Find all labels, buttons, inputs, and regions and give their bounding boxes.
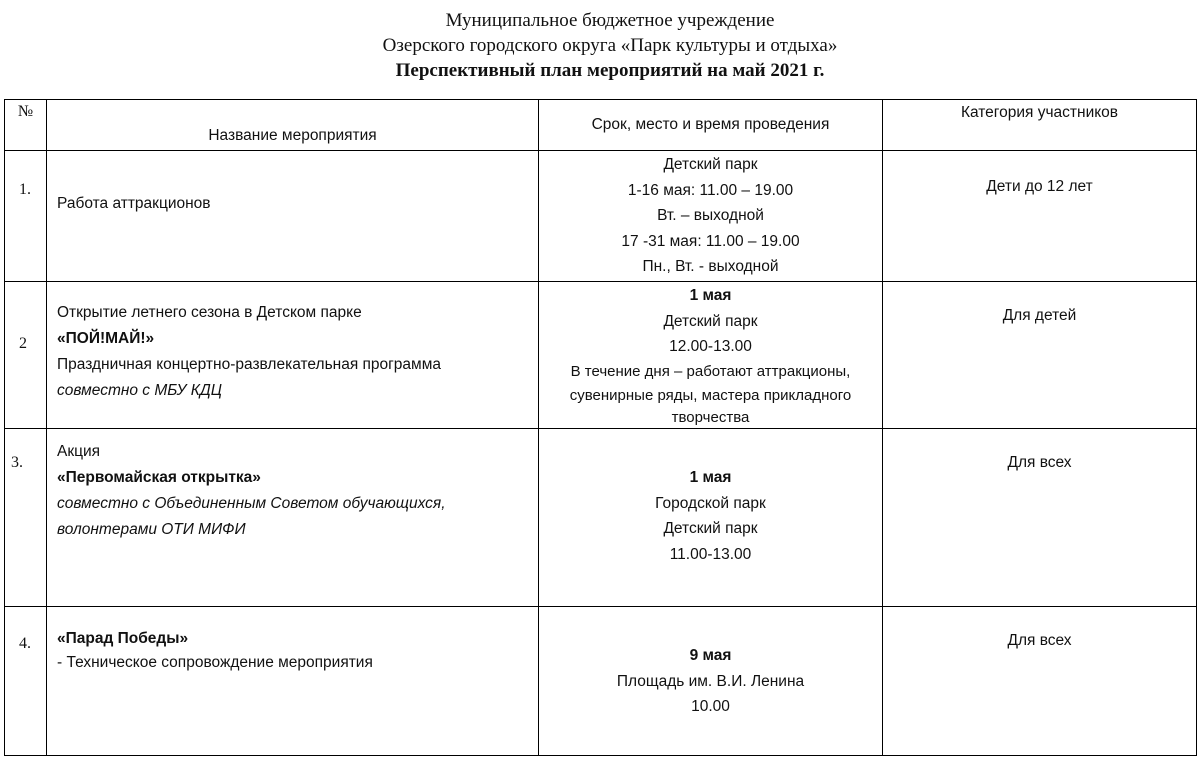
row-number: 4. [5, 607, 47, 756]
table-row [5, 429, 1197, 607]
event-name-cell: Акция «Первомайская открытка» совместно с Объединенным Советом обучающихся, волонтерами ОТИ МИФИ [47, 429, 539, 607]
events-table [4, 99, 1197, 756]
event-category-cell: Для всех [883, 429, 1197, 607]
org-type: Муниципальное бюджетное учреждение [445, 10, 775, 31]
document-header [0, 8, 1200, 83]
table-header-row [5, 100, 1197, 151]
column-header-num: № [5, 100, 47, 151]
column-header-name: Название мероприятия [47, 100, 539, 151]
column-header-time: Срок, место и время проведения [539, 100, 883, 151]
event-category-cell: Для всех [883, 607, 1197, 756]
event-category-cell: Для детей [883, 282, 1197, 429]
event-name-cell: Открытие летнего сезона в Детском парке «ПОЙ!МАЙ!» Праздничная концертно-развлекательная программа совместно с МБУ КДЦ [47, 282, 539, 429]
table-row [5, 282, 1197, 429]
event-time-cell: Детский парк 1-16 мая: 11.00 – 19.00 Вт. – выходной 17 -31 мая: 11.00 – 19.00 Пн., Вт. - выходной [539, 151, 883, 282]
event-time-cell: 9 мая Площадь им. В.И. Ленина 10.00 [539, 607, 883, 756]
column-header-category: Категория участников [883, 100, 1197, 151]
org-name: Озерского городского округа «Парк культуры и отдыха» [382, 35, 838, 56]
event-name-cell: «Парад Победы» - Техническое сопровождение мероприятия [47, 607, 539, 756]
event-time-cell: 1 мая Детский парк 12.00-13.00 В течение дня – работают аттракционы, сувенирные ряды, мастера прикладного творчества [539, 282, 883, 429]
table-row [5, 151, 1197, 282]
row-number: 3. [5, 429, 47, 607]
event-time-cell: 1 мая Городской парк Детский парк 11.00-13.00 [539, 429, 883, 607]
table-row [5, 607, 1197, 756]
document-title: Перспективный план мероприятий на май 2021 г. [395, 60, 825, 81]
event-name-cell: Работа аттракционов [47, 151, 539, 282]
row-number: 1. [5, 151, 47, 282]
row-number: 2 [5, 282, 47, 429]
event-category-cell: Дети до 12 лет [883, 151, 1197, 282]
